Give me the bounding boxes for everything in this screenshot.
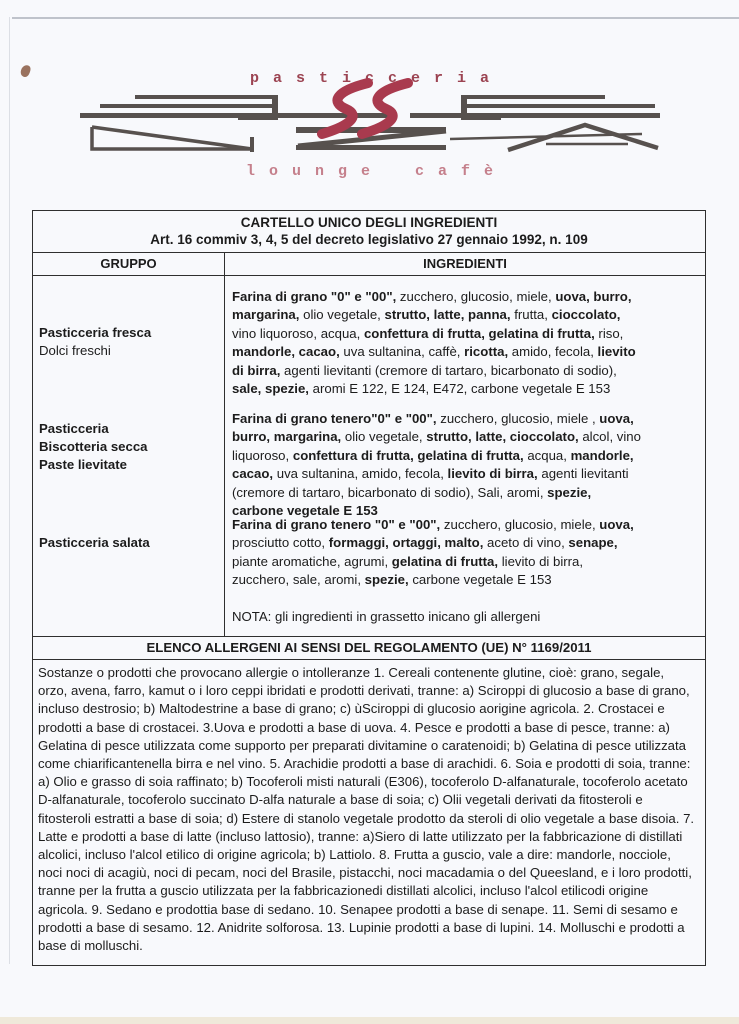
logo <box>0 70 739 180</box>
ingredients-cell <box>225 506 705 636</box>
column-header-row <box>33 253 705 276</box>
nota-line: NOTA: gli ingredienti in grassetto inicano gli allergeni <box>232 608 541 624</box>
group-cell-biscotteria-secca: Pasticceria Biscotteria secca Paste lievitate <box>33 404 225 506</box>
table-header <box>33 211 705 253</box>
ingredients-cell <box>225 276 705 404</box>
scan-bottom-strip <box>0 1017 739 1024</box>
ingredients-text: Farina di grano tenero "0" e "00", zucchero, glucosio, miele, uova, prosciutto cotto, formaggi, ortaggi, malto, aceto di vino, senape, piante aromatiche, agrumi, gelatina di frutta, lievito di birra, zucchero, sale, aromi, spezie, carbone vegetale E 153 <box>232 517 634 588</box>
ingredients-table <box>32 210 706 966</box>
logo-pasticceria-text: pasticceria <box>249 70 504 87</box>
group-cell-pasticceria-fresca: Pasticceria fresca Dolci freschi <box>33 276 225 404</box>
logo-lounge-cafe-text: lounge cafè <box>245 163 508 180</box>
allergen-body-text: Sostanze o prodotti che provocano allergie o intolleranze 1. Cereali contenente glutine, cioè: grano, segale, orzo, avena, farro, kamut o i loro ceppi ibridati e prodotti derivati, tranne: a) Sciroppi di glucosio a base di grano, incluso destrosio; b) Maltodestrine a base di grano; c) ùSciroppi di glucosio aorigine agricola. 2. Crostacei e prodotti a base di crostacei. 3.Uova e prodotti a base di uova. 4. Pesce e prodotti a base di pesce, tranne: a) Gelatina di pesce utilizzata come supporto per preparati divitamine o caratenoidi; b) Gelatina di pesce utilizzata come chiarificantenella birra e nel vino. 5. Arachidie prodotti a base di arachidi. 6. Soia e prodotti di soia, tranne: a) Olio e grasso di soia raffinato; b) Tocoferoli misti naturali (E306), tocoferolo D-alfanaturale, tocoferolo acetato D-alfanaturale, tocoferolo succinato D-alfa naturale a base di soia; c) Olii vegetali derivati da fitosteroli e fitosteroli estratti a base di soia; d) Estere di stanolo vegetale prodotto da steroli di olio vegetale a base disoia. 7. Latte e prodotti a base di latte (incluso lattosio), tranne: a)Siero di latte utilizzato per la fabbricazione di distillati alcolici, incluso l'alcol etilico di origine agricola; b) Lattiolo. 8. Frutta a guscio, vale a dire: mandorle, nocciole, noci noci di acagiù, noci di pecam, noci del Brasile, pistacchi, noci macadamia o del Queesland, e i loro prodotti, tranne per la frutta a guscio utilizzata per la fabbricazionedi distillati alcolici, incluso l'alcol etilicodi origine agricola. 9. Sedano e prodottia base di sedano. 10. Senapee prodotti a base di senape. 11. Semi di sesamo e prodotti a base di sesamo. 12. Anidrite solforosa. 13. Lupinie prodotti a base di lupini. 14. Molluschi e prodotti a base di molluschi. <box>38 665 695 954</box>
allergen-section-title: ELENCO ALLERGENI AI SENSI DEL REGOLAMENTO (UE) N° 1169/2011 <box>33 636 705 660</box>
ingredients-text: Farina di grano "0" e "00", zucchero, glucosio, miele, uova, burro, margarina, olio vegetale, strutto, latte, panna, frutta, cioccolato, vino liquoroso, acqua, confettura di frutta, gelatina di frutta, riso, mandorle, cacao, uva sultanina, caffè, ricotta, amido, fecola, lievito di birra, agenti lievitanti (cremore di tartaro, bicarbonato di sodio), sale, spezie, aromi E 122, E 124, E472, carbone vegetale E 153 <box>232 289 636 397</box>
ingredients-text: Farina di grano tenero"0" e "00", zucchero, glucosio, miele , uova, burro, margarina, olio vegetale, strutto, latte, cioccolato, alcol, vino liquoroso, confettura di frutta, gelatina di frutta, acqua, mandorle, cacao, uva sultanina, amido, fecola, lievito di birra, agenti lievitanti (cremore di tartaro, bicarbonato di sodio), Sali, aromi, spezie, carbone vegetale E 153 <box>232 411 641 519</box>
scan-edge-line <box>12 17 739 19</box>
table-row <box>33 404 705 519</box>
column-header-ingredienti: INGREDIENTI <box>423 256 507 271</box>
table-row <box>33 276 705 404</box>
table-subtitle: Art. 16 commiv 3, 4, 5 del decreto legislativo 27 gennaio 1992, n. 109 <box>150 232 588 247</box>
pasticceria-logo-mark-icon <box>80 89 660 167</box>
table-title: CARTELLO UNICO DEGLI INGREDIENTI <box>240 215 498 230</box>
ingredients-cell <box>225 404 705 519</box>
group-cell-pasticceria-salata: Pasticceria salata <box>33 506 225 636</box>
table-row <box>33 506 705 636</box>
column-header-gruppo: GRUPPO <box>33 253 225 275</box>
